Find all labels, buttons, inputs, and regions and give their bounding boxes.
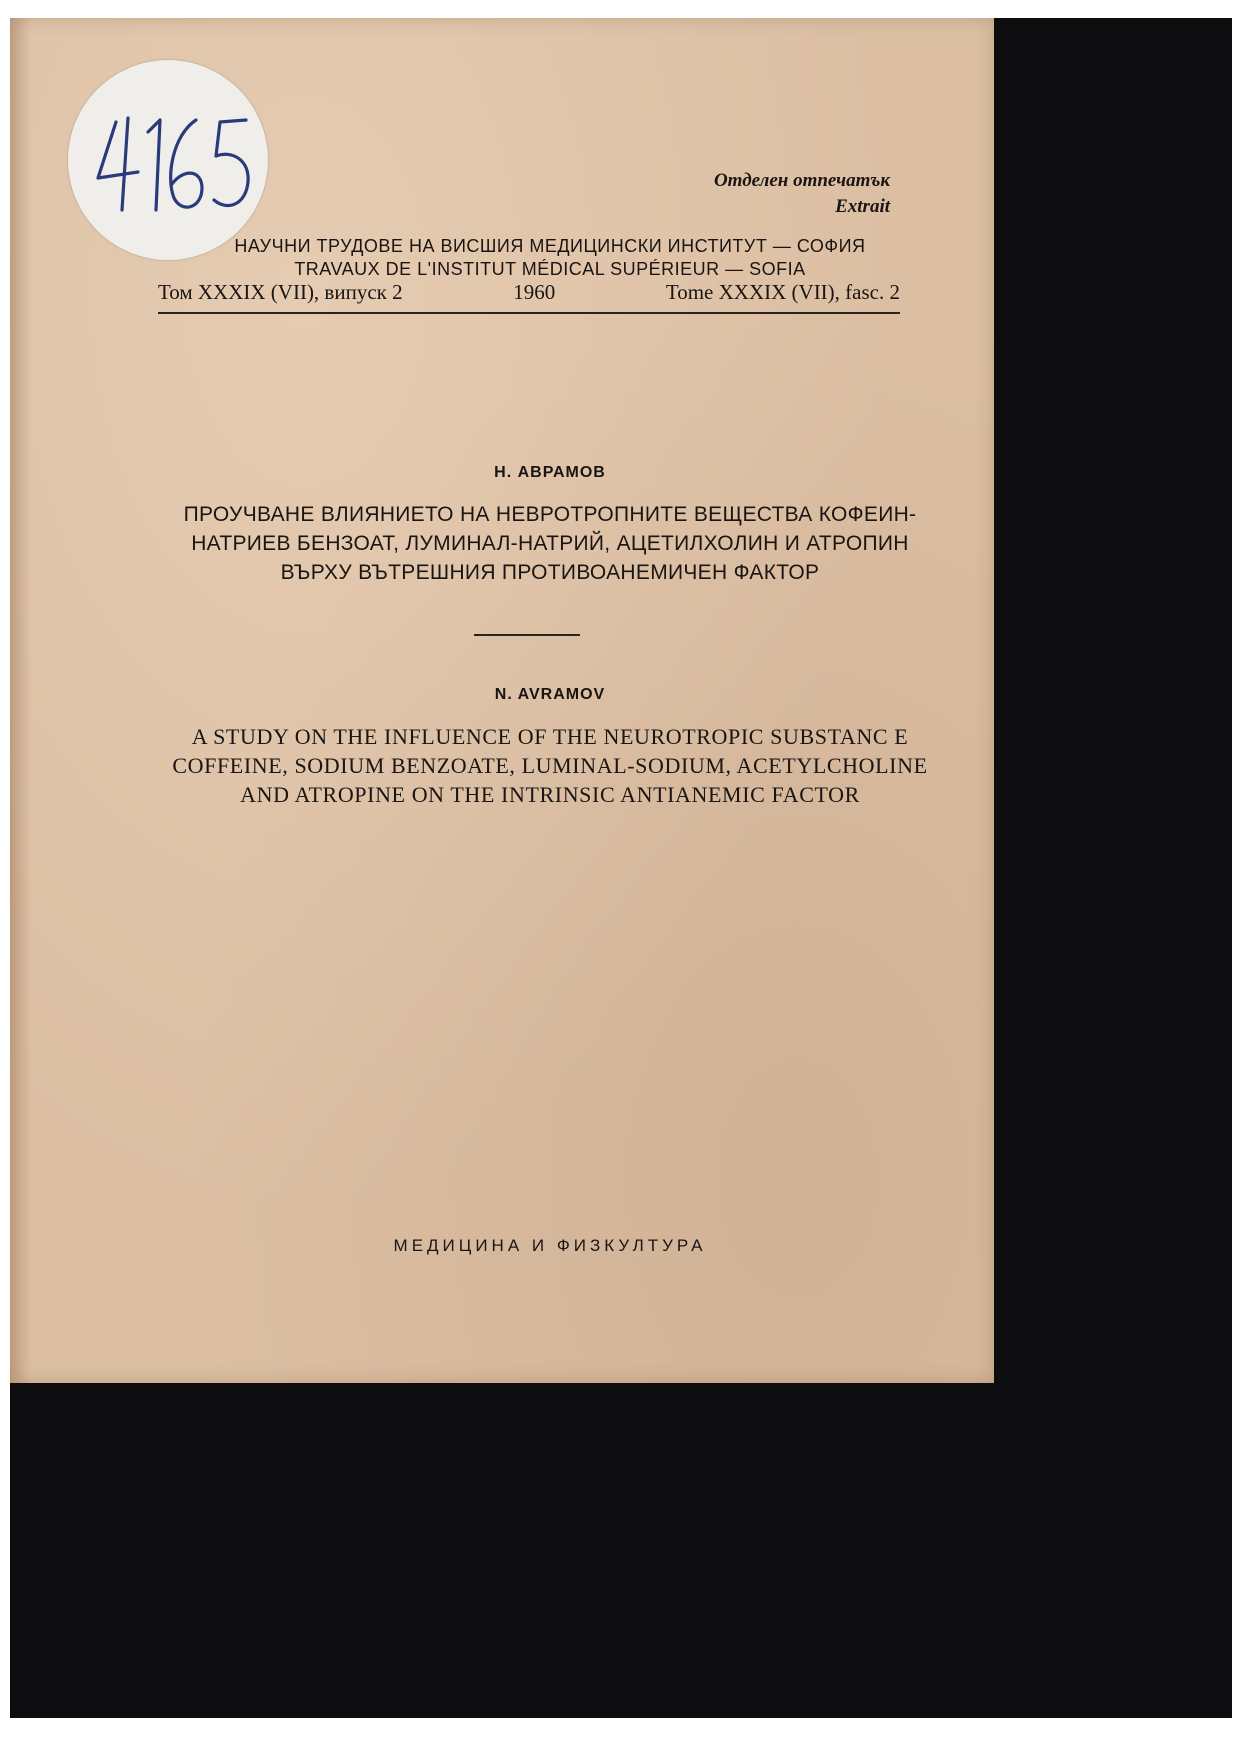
separator-rule [474, 634, 580, 636]
title-bg-line: НАТРИЕВ БЕНЗОАТ, ЛУМИНАЛ-НАТРИЙ, АЦЕТИЛХОЛИН И АТРОПИН [191, 532, 909, 555]
volume-bg: Том XXXIX (VII), випуск 2 [158, 280, 403, 304]
author-en: N. AVRAMOV [494, 686, 606, 703]
offprint-label [714, 168, 890, 220]
spine-fold [10, 18, 32, 1383]
title-bg [130, 500, 970, 587]
handwritten-number-4165 [68, 60, 268, 260]
title-bg-line: ВЪРХУ ВЪТРЕШНИЯ ПРОТИВОАНЕМИЧЕН ФАКТОР [280, 561, 820, 584]
library-sticker [68, 60, 268, 260]
volume-fr: Tome XXXIX (VII), fasc. 2 [665, 280, 900, 304]
volume-year: 1960 [513, 280, 556, 304]
publisher: МЕДИЦИНА И ФИЗКУЛТУРА [393, 1236, 707, 1255]
header-rule [158, 312, 900, 314]
title-en-line: AND ATROPINE ON THE INTRINSIC ANTIANEMIC FACTOR [240, 782, 860, 807]
institute-name-bg: НАУЧНИ ТРУДОВЕ НА ВИСШИЯ МЕДИЦИНСКИ ИНСТИТУТ — СОФИЯ [234, 236, 866, 256]
title-en [130, 722, 970, 809]
paper-cover [10, 18, 994, 1383]
volume-row [158, 280, 900, 305]
title-en-line: A STUDY ON THE INFLUENCE OF THE NEUROTROPIC SUBSTANC E [191, 724, 909, 749]
title-bg-line: ПРОУЧВАНЕ ВЛИЯНИЕТО НА НЕВРОТРОПНИТЕ ВЕЩЕСТВА КОФЕИН- [183, 503, 917, 526]
title-en-line: COFFEINE, SODIUM BENZOATE, LUMINAL-SODIUM, ACETYLCHOLINE [172, 753, 928, 778]
author-bg: Н. АВРАМОВ [494, 464, 606, 481]
institute-name-fr: TRAVAUX DE L'INSTITUT MÉDICAL SUPÉRIEUR — SOFIA [294, 259, 806, 279]
offprint-bg: Отделен отпечатък [713, 170, 890, 191]
offprint-fr: Extrait [835, 196, 890, 217]
